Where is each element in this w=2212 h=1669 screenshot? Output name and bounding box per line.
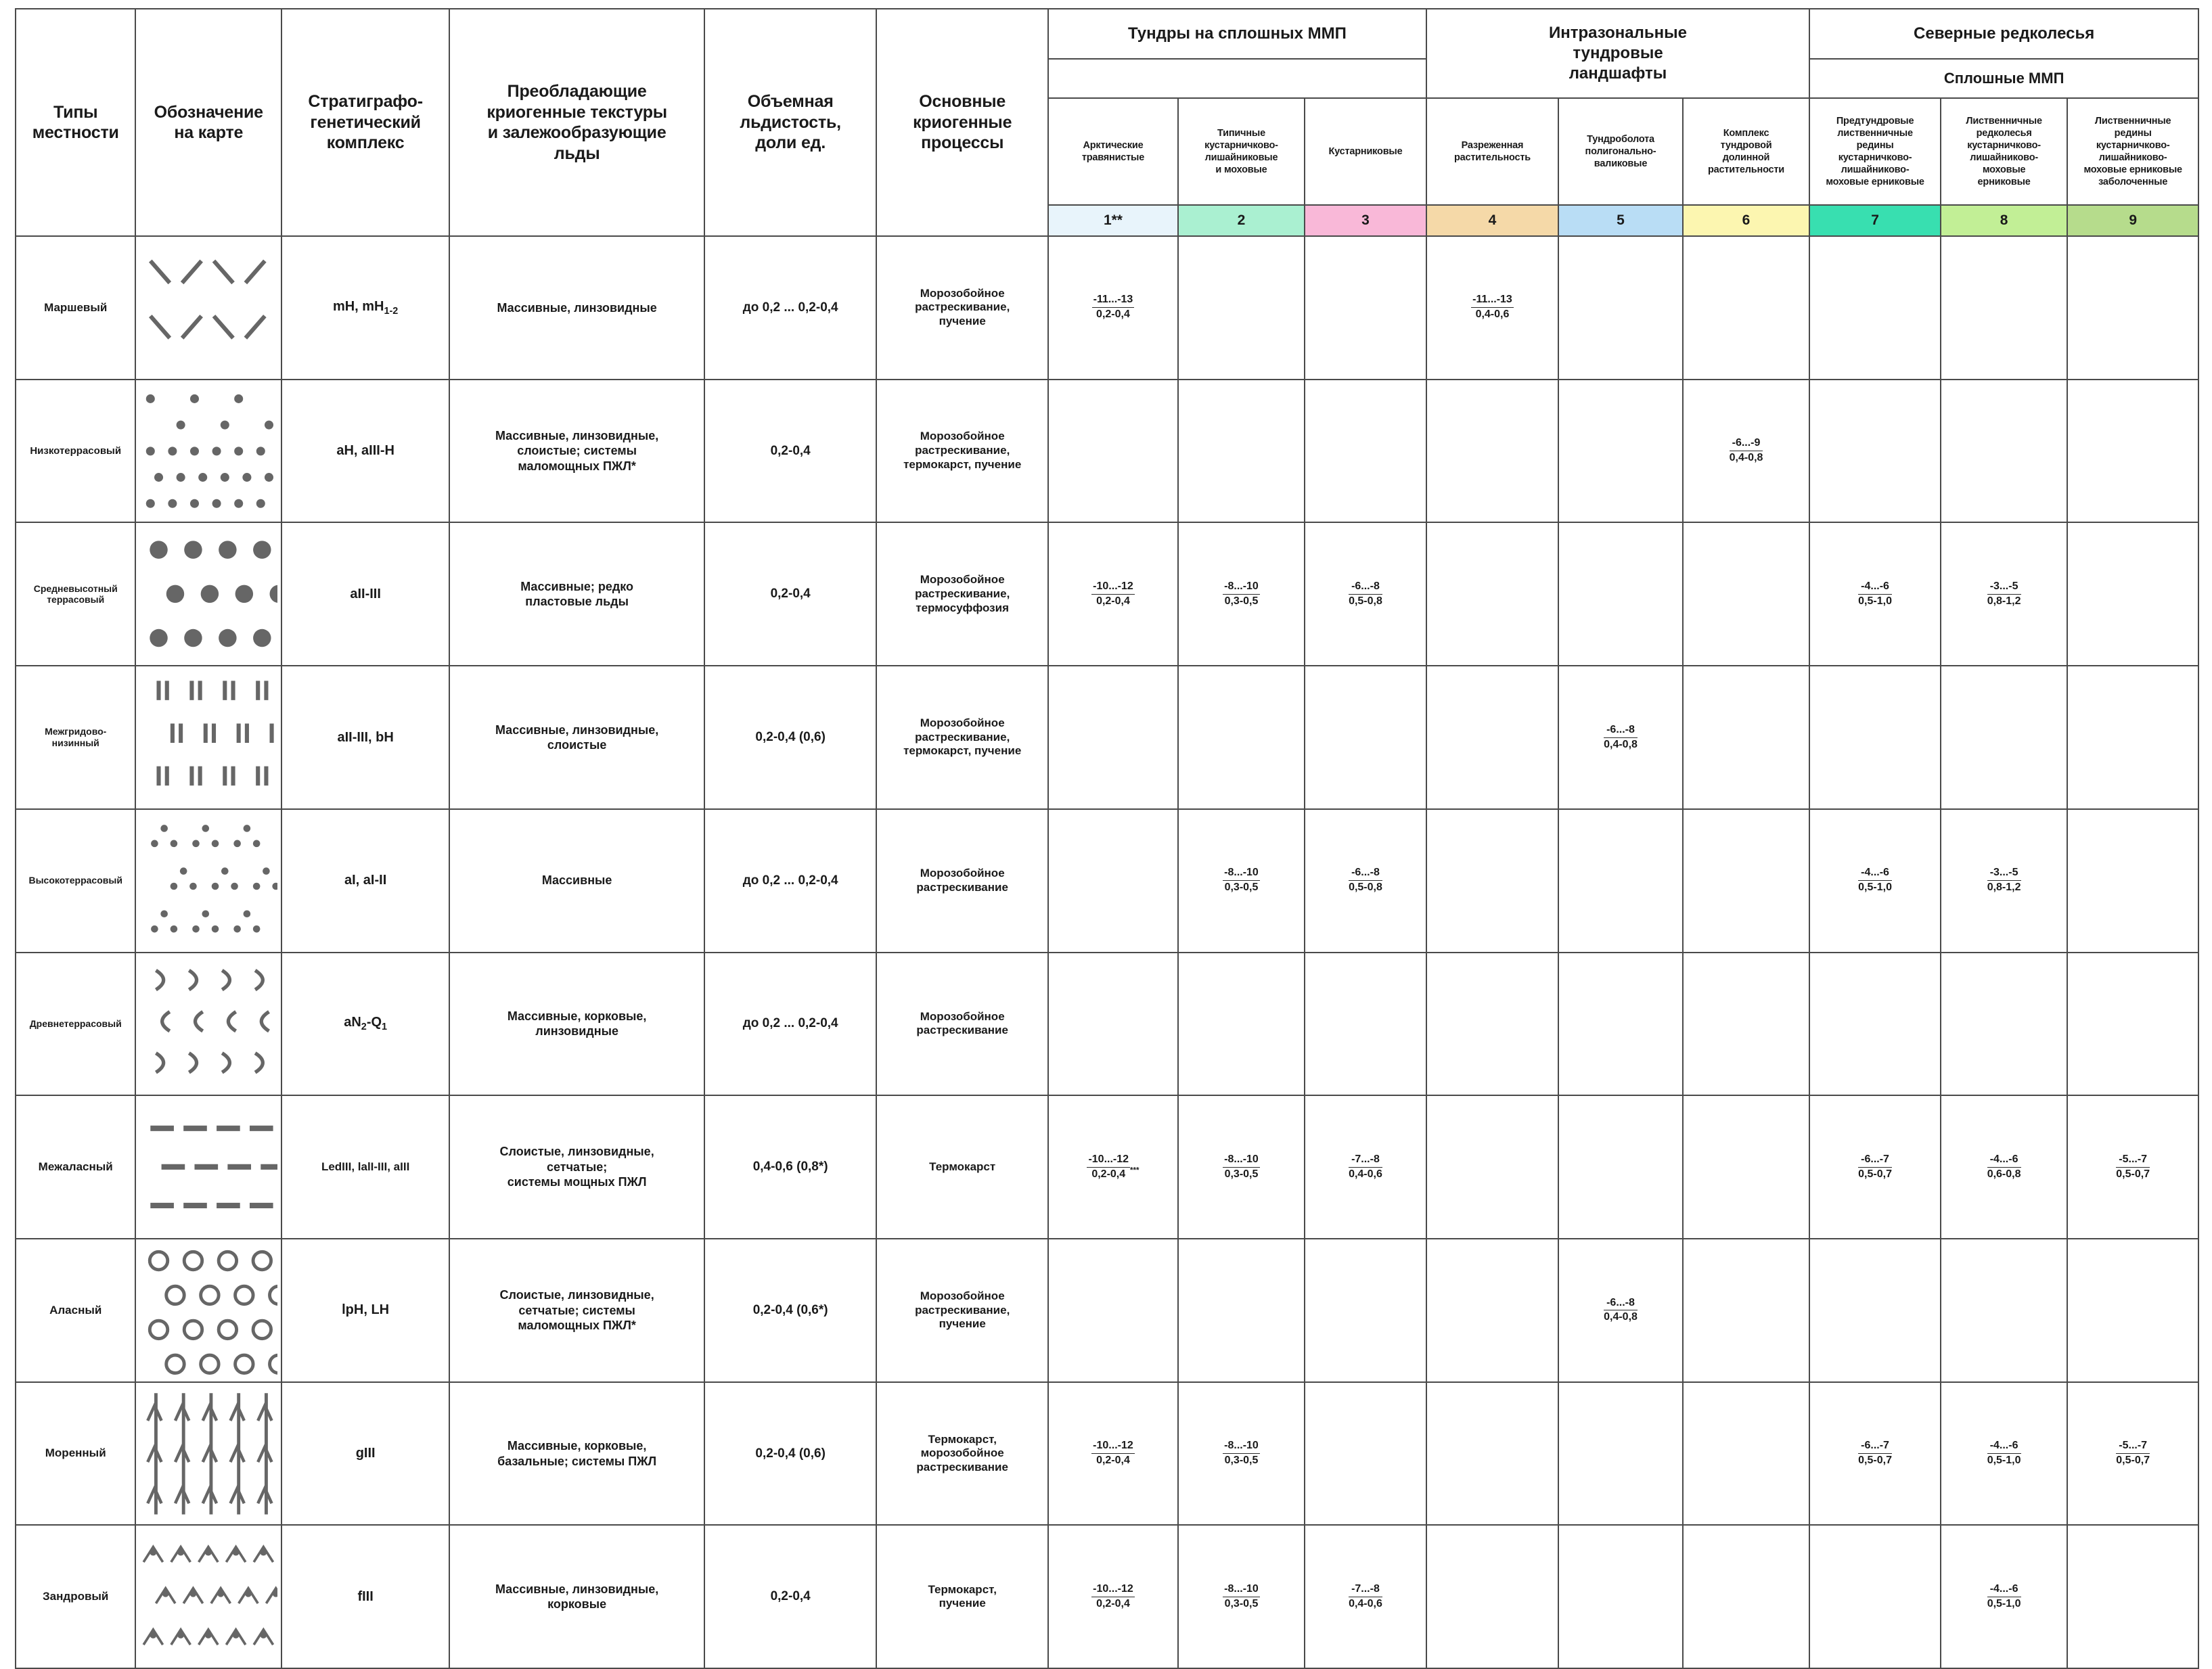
cell-stratigraphic-complex: mH, $mH_{1-2}$ xyxy=(281,236,449,380)
cell-value-col8: $\frac{-4...-6}{0,6-0,8}$ xyxy=(1941,1095,2068,1239)
cell-cryogenic-textures: Слоистые, линзовидные, сетчатые; системы мощных ПЖЛ xyxy=(449,1095,704,1239)
cell-value-col2 xyxy=(1178,236,1305,380)
cell-stratigraphic-complex: gIII xyxy=(281,1382,449,1526)
table-row xyxy=(16,953,2198,1096)
column-number-badge-4: 4 xyxy=(1426,205,1559,236)
cell-cryogenic-textures: Массивные, линзовидные, слоистые xyxy=(449,666,704,809)
cell-stratigraphic-complex: aII-III xyxy=(281,522,449,666)
cell-value-col2: $\frac{-8...-10}{0,3-0,5}$ xyxy=(1178,1382,1305,1526)
cell-value-col4: $\frac{-11...-13}{0,4-0,6}$ xyxy=(1426,236,1559,380)
subheader-col-4: Разреженная растительность xyxy=(1426,98,1559,205)
cell-value-col4 xyxy=(1426,380,1559,523)
cell-map-symbol-small-dots-icon xyxy=(135,380,281,523)
subheader-col-6: Комплекс тундровой долинной растительности xyxy=(1683,98,1810,205)
cell-volumetric-ice-content: 0,2-0,4 (0,6*) xyxy=(704,1239,876,1382)
cell-value-col9 xyxy=(2067,1239,2198,1382)
cell-volumetric-ice-content: 0,2-0,4 (0,6) xyxy=(704,1382,876,1526)
cell-stratigraphic-complex: lpH, LH xyxy=(281,1239,449,1382)
cell-value-col9 xyxy=(2067,522,2198,666)
cell-value-col5 xyxy=(1558,953,1682,1096)
cell-value-col1 xyxy=(1048,809,1178,953)
cell-terrain-type: Высокотеррасовый xyxy=(16,809,135,953)
header-types: Типы местности xyxy=(16,9,135,236)
cell-value-col8: $\frac{-3...-5}{0,8-1,2}$ xyxy=(1941,809,2068,953)
subheader-col-2: Типичные кустарничково- лишайниковые и моховые xyxy=(1178,98,1305,205)
cell-value-col3: $\frac{-6...-8}{0,5-0,8}$ xyxy=(1305,522,1426,666)
header-group-intrazonal: Интразональные тундровые ландшафты xyxy=(1426,9,1810,98)
cell-value-col1: $\frac{-10...-12}{0,2-0,4}$ xyxy=(1048,1525,1178,1668)
column-number-badge-5: 5 xyxy=(1558,205,1682,236)
header-ice: Объемная льдистость, доли ед. xyxy=(704,9,876,236)
cell-value-col4 xyxy=(1426,953,1559,1096)
cell-map-symbol-double-bars-icon xyxy=(135,666,281,809)
cell-value-col2 xyxy=(1178,953,1305,1096)
cell-value-col4 xyxy=(1426,809,1559,953)
cell-value-col8: $\frac{-3...-5}{0,8-1,2}$ xyxy=(1941,522,2068,666)
cell-value-col2 xyxy=(1178,1239,1305,1382)
cell-value-col8 xyxy=(1941,953,2068,1096)
cell-value-col7 xyxy=(1809,236,1941,380)
subheader-col-5: Тундроболота полигонально- валиковые xyxy=(1558,98,1682,205)
cell-value-col4 xyxy=(1426,1095,1559,1239)
table-row xyxy=(16,1239,2198,1382)
cell-stratigraphic-complex: aII-III, bH xyxy=(281,666,449,809)
header-symbol: Обозначение на карте xyxy=(135,9,281,236)
cell-cryogenic-processes: Термокарст, пучение xyxy=(876,1525,1048,1668)
cell-value-col5 xyxy=(1558,1382,1682,1526)
cell-volumetric-ice-content: 0,2-0,4 xyxy=(704,522,876,666)
cell-value-col7: $\frac{-4...-6}{0,5-1,0}$ xyxy=(1809,522,1941,666)
cell-cryogenic-processes: Морозобойное растрескивание, пучение xyxy=(876,236,1048,380)
cell-map-symbol-big-dots-icon xyxy=(135,522,281,666)
cell-value-col7 xyxy=(1809,666,1941,809)
cell-value-col2 xyxy=(1178,380,1305,523)
cell-value-col3: $\frac{-7...-8}{0,4-0,6}$ xyxy=(1305,1095,1426,1239)
table-row xyxy=(16,809,2198,953)
column-number-badge-6: 6 xyxy=(1683,205,1810,236)
table-row xyxy=(16,380,2198,523)
cell-value-col3 xyxy=(1305,236,1426,380)
table-row xyxy=(16,1525,2198,1668)
cell-terrain-type: Межаласный xyxy=(16,1095,135,1239)
cell-value-col6 xyxy=(1683,1095,1810,1239)
cell-cryogenic-textures: Массивные, линзовидные, корковые xyxy=(449,1525,704,1668)
cell-stratigraphic-complex: $aN_2-Q_1$ xyxy=(281,953,449,1096)
cell-volumetric-ice-content: 0,2-0,4 xyxy=(704,380,876,523)
cell-terrain-type: Межгридово- низинный xyxy=(16,666,135,809)
header-strat: Стратиграфо- генетический комплекс xyxy=(281,9,449,236)
header-subgroup-blank-left xyxy=(1048,59,1426,98)
cell-value-col8 xyxy=(1941,380,2068,523)
cell-cryogenic-processes: Морозобойное растрескивание, пучение xyxy=(876,1239,1048,1382)
cell-value-col1 xyxy=(1048,953,1178,1096)
cell-value-col4 xyxy=(1426,522,1559,666)
cell-value-col4 xyxy=(1426,1239,1559,1382)
cell-value-col7: $\frac{-6...-7}{0,5-0,7}$ xyxy=(1809,1382,1941,1526)
cell-cryogenic-textures: Массивные, линзовидные, слоистые; системы маломощных ПЖЛ* xyxy=(449,380,704,523)
cell-value-col1 xyxy=(1048,1239,1178,1382)
cell-value-col5 xyxy=(1558,1525,1682,1668)
cell-volumetric-ice-content: до 0,2 ... 0,2-0,4 xyxy=(704,809,876,953)
cell-value-col5 xyxy=(1558,1095,1682,1239)
cell-value-col5 xyxy=(1558,380,1682,523)
cell-value-col9 xyxy=(2067,236,2198,380)
cell-volumetric-ice-content: 0,2-0,4 xyxy=(704,1525,876,1668)
cell-stratigraphic-complex: fIII xyxy=(281,1525,449,1668)
cell-value-col5: $\frac{-6...-8}{0,4-0,8}$ xyxy=(1558,1239,1682,1382)
cell-cryogenic-processes: Термокарст, морозобойное растрескивание xyxy=(876,1382,1048,1526)
cell-value-col8: $\frac{-4...-6}{0,5-1,0}$ xyxy=(1941,1525,2068,1668)
cell-value-col8 xyxy=(1941,1239,2068,1382)
cell-value-col9 xyxy=(2067,953,2198,1096)
cell-volumetric-ice-content: 0,4-0,6 (0,8*) xyxy=(704,1095,876,1239)
cell-value-col9 xyxy=(2067,809,2198,953)
cell-cryogenic-textures: Массивные, корковые, линзовидные xyxy=(449,953,704,1096)
cell-cryogenic-textures: Слоистые, линзовидные, сетчатые; системы маломощных ПЖЛ* xyxy=(449,1239,704,1382)
cell-value-col9 xyxy=(2067,1525,2198,1668)
cell-volumetric-ice-content: до 0,2 ... 0,2-0,4 xyxy=(704,236,876,380)
cell-value-col6: $\frac{-6...-9}{0,4-0,8}$ xyxy=(1683,380,1810,523)
cell-terrain-type: Аласный xyxy=(16,1239,135,1382)
cell-terrain-type: Средневысотный террасовый xyxy=(16,522,135,666)
cell-value-col7: $\frac{-6...-7}{0,5-0,7}$ xyxy=(1809,1095,1941,1239)
cell-value-col1: $\frac{-11...-13}{0,2-0,4}$ xyxy=(1048,236,1178,380)
cell-value-col3 xyxy=(1305,1239,1426,1382)
cell-value-col8: $\frac{-4...-6}{0,5-1,0}$ xyxy=(1941,1382,2068,1526)
cell-cryogenic-textures: Массивные xyxy=(449,809,704,953)
cell-value-col9: $\frac{-5...-7}{0,5-0,7}$ xyxy=(2067,1095,2198,1239)
table-body xyxy=(16,236,2198,1668)
cell-value-col3 xyxy=(1305,666,1426,809)
header-textures: Преобладающие криогенные текстуры и залежообразующие льды xyxy=(449,9,704,236)
header-group-forest: Северные редколесья xyxy=(1809,9,2198,59)
cell-value-col6 xyxy=(1683,522,1810,666)
column-number-badge-3: 3 xyxy=(1305,205,1426,236)
cell-value-col2: $\frac{-8...-10}{0,3-0,5}$ xyxy=(1178,522,1305,666)
header-row-groups xyxy=(16,9,2198,59)
header-group-tundra: Тундры на сплошных ММП xyxy=(1048,9,1426,59)
cell-value-col8 xyxy=(1941,236,2068,380)
cell-stratigraphic-complex: aI, aI-II xyxy=(281,809,449,953)
cell-value-col4 xyxy=(1426,1525,1559,1668)
subheader-col-1: Арктические травянистые xyxy=(1048,98,1178,205)
cell-value-col2 xyxy=(1178,666,1305,809)
header-processes: Основные криогенные процессы xyxy=(876,9,1048,236)
column-number-badge-9: 9 xyxy=(2067,205,2198,236)
cell-value-col7 xyxy=(1809,953,1941,1096)
column-number-badge-2: 2 xyxy=(1178,205,1305,236)
cell-terrain-type: Маршевый xyxy=(16,236,135,380)
header-subgroup-continuous: Сплошные ММП xyxy=(1809,59,2198,98)
cell-map-symbol-dashes-diagonal-icon xyxy=(135,236,281,380)
cell-stratigraphic-complex: aH, aIII-H xyxy=(281,380,449,523)
subheader-col-7: Предтундровые лиственничные редины кустарничково- лишайниково- моховые ерниковые xyxy=(1809,98,1941,205)
cell-value-col3: $\frac{-7...-8}{0,4-0,6}$ xyxy=(1305,1525,1426,1668)
cell-terrain-type: Зандровый xyxy=(16,1525,135,1668)
cell-value-col4 xyxy=(1426,666,1559,809)
cell-value-col1: $\frac{-10...-12}{0,2-0,4}$ xyxy=(1048,522,1178,666)
cell-value-col6 xyxy=(1683,236,1810,380)
cell-value-col3: $\frac{-6...-8}{0,5-0,8}$ xyxy=(1305,809,1426,953)
cell-value-col3 xyxy=(1305,1382,1426,1526)
cell-map-symbol-arcs-icon xyxy=(135,953,281,1096)
cell-cryogenic-textures: Массивные; редко пластовые льды xyxy=(449,522,704,666)
permafrost-landscape-table xyxy=(15,8,2199,1669)
subheader-col-8: Лиственничные редколесья кустарничково- лишайниково- моховые ерниковые xyxy=(1941,98,2068,205)
cell-value-col2: $\frac{-8...-10}{0,3-0,5}$ xyxy=(1178,1525,1305,1668)
cell-cryogenic-textures: Массивные, корковые, базальные; системы ПЖЛ xyxy=(449,1382,704,1526)
cell-terrain-type: Моренный xyxy=(16,1382,135,1526)
cell-value-col5 xyxy=(1558,809,1682,953)
cell-value-col7 xyxy=(1809,380,1941,523)
cell-value-col1 xyxy=(1048,380,1178,523)
cell-value-col7 xyxy=(1809,1239,1941,1382)
cell-value-col6 xyxy=(1683,809,1810,953)
column-number-badge-8: 8 xyxy=(1941,205,2068,236)
cell-value-col9 xyxy=(2067,666,2198,809)
cell-value-col3 xyxy=(1305,380,1426,523)
cell-cryogenic-processes: Морозобойное растрескивание, термосуффозия xyxy=(876,522,1048,666)
cell-value-col1 xyxy=(1048,666,1178,809)
cell-value-col1: $\frac{-10...-12}{0,2-0,4}$ xyxy=(1048,1382,1178,1526)
cell-map-symbol-circles-icon xyxy=(135,1239,281,1382)
cell-volumetric-ice-content: до 0,2 ... 0,2-0,4 xyxy=(704,953,876,1096)
cell-value-col7: $\frac{-4...-6}{0,5-1,0}$ xyxy=(1809,809,1941,953)
cell-value-col2: $\frac{-8...-10}{0,3-0,5}$ xyxy=(1178,1095,1305,1239)
cell-value-col8 xyxy=(1941,666,2068,809)
cell-map-symbol-dashes-horizontal-icon xyxy=(135,1095,281,1239)
cell-value-col3 xyxy=(1305,953,1426,1096)
cell-value-col9 xyxy=(2067,380,2198,523)
cell-value-col6 xyxy=(1683,1239,1810,1382)
table-head xyxy=(16,9,2198,236)
cell-value-col5: $\frac{-6...-8}{0,4-0,8}$ xyxy=(1558,666,1682,809)
cell-value-col1: $\frac{-10...-12}{0,2-0,4}$ *** xyxy=(1048,1095,1178,1239)
cell-value-col4 xyxy=(1426,1382,1559,1526)
cell-value-col5 xyxy=(1558,236,1682,380)
cell-map-symbol-sandur-icon xyxy=(135,1525,281,1668)
cell-cryogenic-processes: Морозобойное растрескивание xyxy=(876,809,1048,953)
cell-map-symbol-triple-dots-icon xyxy=(135,809,281,953)
table-row xyxy=(16,1095,2198,1239)
cell-cryogenic-processes: Термокарст xyxy=(876,1095,1048,1239)
cell-cryogenic-processes: Морозобойное растрескивание xyxy=(876,953,1048,1096)
cell-value-col5 xyxy=(1558,522,1682,666)
cell-value-col6 xyxy=(1683,953,1810,1096)
cell-terrain-type: Низкотеррасовый xyxy=(16,380,135,523)
table-row xyxy=(16,522,2198,666)
cell-value-col6 xyxy=(1683,666,1810,809)
cell-terrain-type: Древнетеррасовый xyxy=(16,953,135,1096)
cell-cryogenic-processes: Морозобойное растрескивание, термокарст, пучение xyxy=(876,666,1048,809)
cell-cryogenic-textures: Массивные, линзовидные xyxy=(449,236,704,380)
cell-map-symbol-moraine-icon xyxy=(135,1382,281,1526)
cell-value-col9: $\frac{-5...-7}{0,5-0,7}$ xyxy=(2067,1382,2198,1526)
cell-value-col6 xyxy=(1683,1525,1810,1668)
cell-value-col6 xyxy=(1683,1382,1810,1526)
cell-volumetric-ice-content: 0,2-0,4 (0,6) xyxy=(704,666,876,809)
cell-value-col2: $\frac{-8...-10}{0,3-0,5}$ xyxy=(1178,809,1305,953)
cell-cryogenic-processes: Морозобойное растрескивание, термокарст, пучение xyxy=(876,380,1048,523)
cell-stratigraphic-complex: LedIII, lalI-III, aIII xyxy=(281,1095,449,1239)
cell-value-col7 xyxy=(1809,1525,1941,1668)
column-number-badge-1: 1** xyxy=(1048,205,1178,236)
table-row xyxy=(16,1382,2198,1526)
subheader-col-3: Кустарниковые xyxy=(1305,98,1426,205)
table-row xyxy=(16,236,2198,380)
subheader-col-9: Лиственничные редины кустарничково- лишайниково- моховые ерниковые заболоченные xyxy=(2067,98,2198,205)
column-number-badge-7: 7 xyxy=(1809,205,1941,236)
table-row xyxy=(16,666,2198,809)
